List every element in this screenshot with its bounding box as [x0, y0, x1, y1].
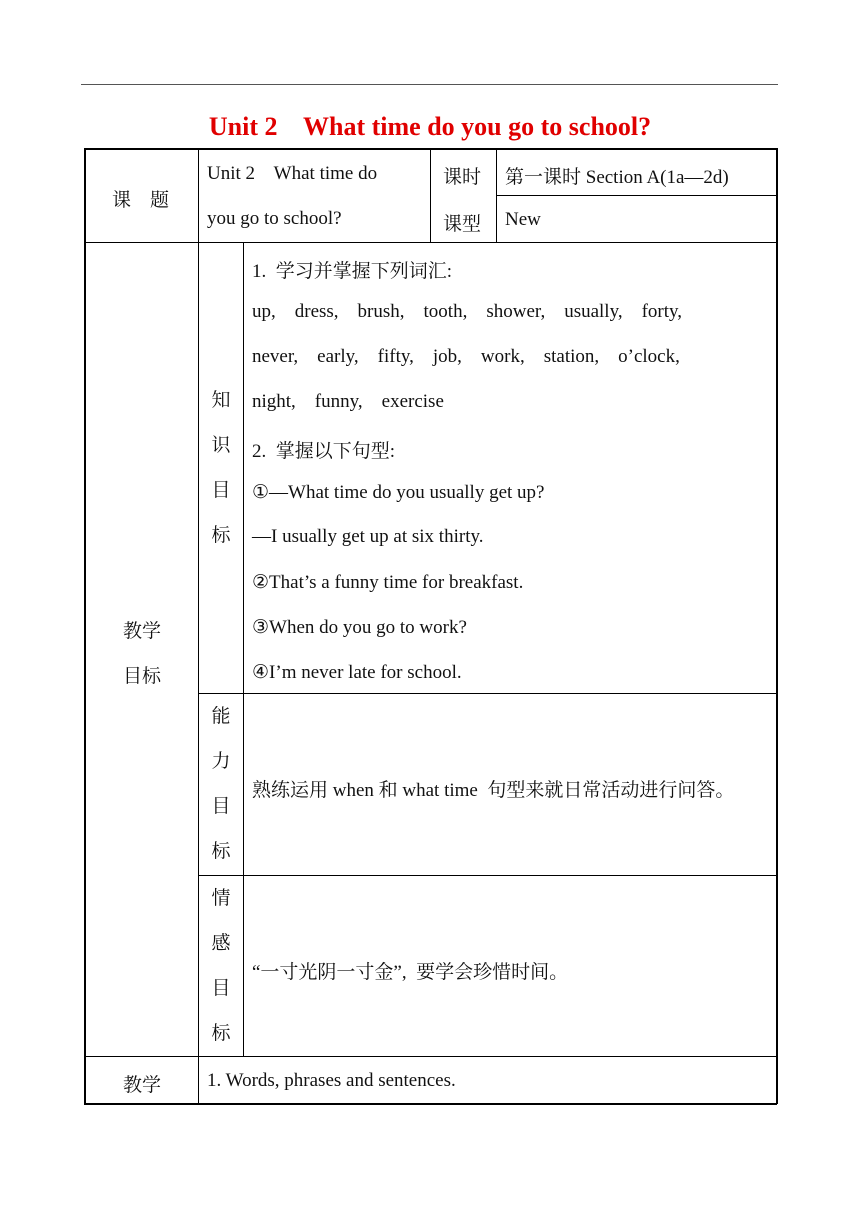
period-label: 课时 [443, 167, 482, 188]
label-char: 标 [211, 841, 231, 862]
table-border-left [84, 148, 86, 1104]
label-char: 能 [211, 706, 231, 727]
row-divider [84, 1056, 777, 1057]
row-divider [198, 693, 777, 694]
table-border-bottom [84, 1103, 777, 1105]
label-char: 知 [211, 390, 231, 411]
emotion-goals-text: “一寸光阴一寸金”, 要学会珍惜时间。 [252, 962, 569, 983]
column-divider [198, 148, 199, 1104]
label-char: 力 [211, 751, 231, 772]
type-label: 课型 [443, 214, 482, 235]
row-divider [198, 875, 777, 876]
period-value: 第一课时 Section A(1a—2d) [505, 167, 729, 188]
label-char: 感 [211, 933, 231, 954]
topic-value-line2: you go to school? [207, 208, 342, 229]
ability-goals-label [201, 694, 241, 874]
label-char: 目 [211, 796, 231, 817]
knowledge-line: 2. 掌握以下句型: [252, 441, 396, 462]
label-char: 目 [211, 978, 231, 999]
knowledge-line: night, funny, exercise [252, 391, 444, 412]
knowledge-line: never, early, fifty, job, work, station, o’clock, [252, 346, 680, 367]
page-title: Unit 2 What time do you go to school? [208, 112, 652, 141]
goals-label-line1: 教学 [123, 621, 162, 642]
row-divider [496, 195, 777, 196]
topic-label: 课 题 [112, 190, 170, 211]
teaching-label: 教学 [123, 1075, 162, 1096]
knowledge-line: up, dress, brush, tooth, shower, usually, forty, [252, 301, 683, 322]
column-divider [243, 242, 244, 1056]
type-value: New [505, 209, 541, 230]
label-char: 情 [211, 888, 231, 909]
knowledge-line: 1. 学习并掌握下列词汇: [252, 261, 453, 282]
knowledge-line: ④I’m never late for school. [252, 662, 462, 683]
knowledge-line: ②That’s a funny time for breakfast. [252, 572, 524, 593]
topic-value-line1: Unit 2 What time do [207, 163, 378, 184]
column-divider [496, 148, 497, 242]
header-rule [81, 84, 778, 85]
label-char: 标 [211, 525, 231, 546]
knowledge-line: ③When do you go to work? [252, 617, 467, 638]
label-char: 识 [211, 435, 231, 456]
knowledge-line: ①—What time do you usually get up? [252, 482, 545, 503]
knowledge-goals-label [201, 378, 241, 558]
label-char: 目 [211, 480, 231, 501]
ability-goals-text: 熟练运用 when 和 what time 句型来就日常活动进行问答。 [252, 780, 735, 801]
row-divider [84, 242, 777, 243]
goals-label-line2: 目标 [123, 666, 162, 687]
column-divider [430, 148, 431, 242]
emotion-goals-label [201, 876, 241, 1056]
label-char: 标 [211, 1023, 231, 1044]
teaching-value: 1. Words, phrases and sentences. [207, 1070, 456, 1091]
table-border-right [776, 148, 778, 1104]
knowledge-line: —I usually get up at six thirty. [252, 526, 484, 547]
